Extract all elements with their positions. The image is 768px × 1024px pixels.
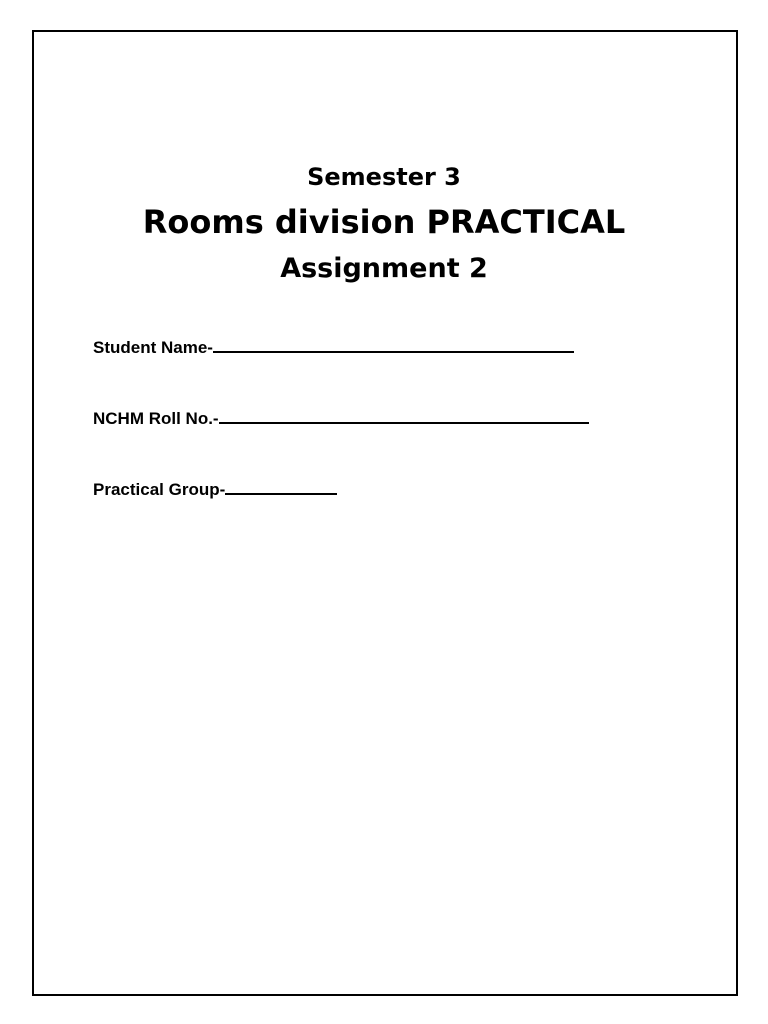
practical-group-field [93,475,337,501]
semester-heading: Semester 3 [307,163,461,191]
student-name-field [93,333,574,359]
roll-no-field [93,404,589,430]
student-name-label: Student Name- [93,338,213,357]
practical-group-label: Practical Group- [93,480,226,499]
roll-no-label: NCHM Roll No.- [93,409,219,428]
student-name-blank [213,333,574,353]
roll-no-blank [219,404,589,424]
practical-group-blank [225,475,337,495]
course-title: Rooms division PRACTICAL [142,203,626,241]
assignment-heading: Assignment 2 [280,253,488,284]
